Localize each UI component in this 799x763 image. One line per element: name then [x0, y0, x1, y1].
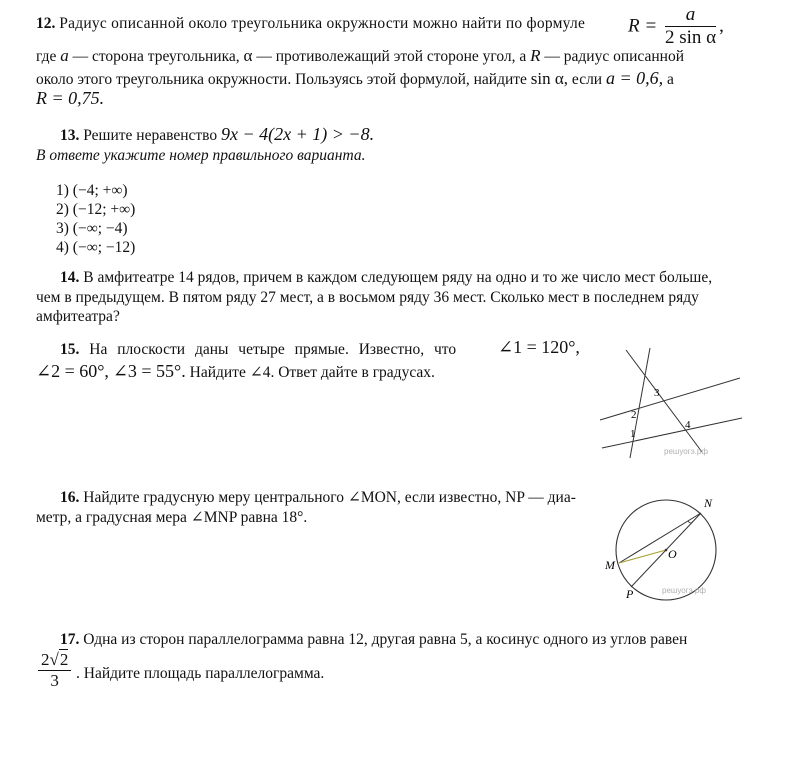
q16-chord-NM: [619, 513, 701, 563]
q12-line3-text: около этого треугольника окружности. Пользуясь этой формулой, найдите: [36, 71, 527, 88]
transversal-line-left: [630, 348, 650, 458]
q15-label-1: 1: [630, 428, 636, 440]
q12-side-text: — сторона треугольника,: [72, 48, 240, 65]
q17-cos-fraction: [38, 650, 71, 691]
q12-formula-numerator: a: [665, 4, 716, 27]
q12-radius-text: — радиус описанной: [544, 48, 685, 65]
q17-frac-denominator: 3: [50, 671, 59, 690]
q12-a-value: a = 0,6,: [605, 68, 664, 88]
q13-option: 4) (−∞; −12): [56, 239, 136, 256]
q12-angle-text: — противолежащий этой стороне угол, а: [256, 48, 527, 65]
q16-label-O: O: [668, 547, 677, 561]
q13-instruction: В ответе укажите номер правильного варианта.: [36, 147, 366, 164]
q15-question: Найдите ∠4. Ответ дайте в градусах.: [189, 364, 435, 381]
q15-text-line1: На плоскости даны четыре прямые. Известно, что: [89, 341, 457, 358]
q12-formula-fraction: [665, 4, 716, 49]
q12-and: а: [667, 71, 674, 88]
q17-frac-root: 2: [59, 650, 69, 669]
q15-line1: [60, 340, 456, 360]
q12-line2: [36, 46, 684, 67]
q13-option: 1) (−4; +∞): [56, 182, 128, 199]
q12-formula: R = $\frac{a}{\text{2 sin α}}$ ,: [628, 4, 724, 48]
q16-angle-arc: [688, 521, 693, 523]
q16-line1: [60, 488, 576, 508]
q12-where: где: [36, 48, 57, 65]
transversal-line-right: [626, 350, 702, 452]
q12-text: Радиус описанной около треугольника окружности можно найти по формуле: [59, 15, 586, 32]
q15-label-4: 4: [685, 419, 691, 431]
q12-var-a: a: [60, 46, 69, 65]
q17-number: 17.: [60, 631, 80, 648]
q14-line1: [60, 268, 712, 288]
q14-line2: чем в предыдущем. В пятом ряду 27 мест, а в восьмом ряду 36 мест. Сколько мест в последнем ряду: [36, 289, 699, 306]
q15-line2: [36, 361, 435, 383]
q13-number: 13.: [60, 127, 80, 144]
q14-line3: амфитеатра?: [36, 308, 120, 325]
q16-label-N: N: [704, 496, 713, 510]
q16-number: 16.: [60, 489, 80, 506]
q16-text-line1: Найдите градусную меру центрального ∠MON, если известно, NP — диа-: [83, 489, 576, 506]
q15-watermark: решуогэ.рф: [664, 447, 708, 456]
q17-frac-coef: 2: [41, 650, 50, 669]
q12-var-R: R: [530, 46, 541, 65]
q12-R-value: R = 0,75.: [36, 88, 105, 108]
q15-label-3: 3: [654, 387, 660, 399]
q12-sin-alpha: sin α,: [530, 69, 569, 88]
q16-label-P: P: [626, 587, 634, 601]
q15-figure: [590, 340, 750, 465]
q16-label-M: M: [605, 558, 615, 572]
q13-line1: [60, 124, 374, 146]
q17-text-line1: Одна из сторон параллелограмма равна 12, другая равна 5, а косинус одного из углов равен: [83, 631, 688, 648]
q13-text: Решите неравенство: [83, 127, 218, 144]
q15-angle2: ∠2 = 60°,: [36, 361, 109, 381]
sqrt-symbol-icon: √: [49, 650, 59, 669]
q16-radius-OM: [619, 550, 666, 563]
parallel-line-lower: [602, 418, 742, 448]
q16-figure: [596, 488, 736, 610]
q12-number: 12.: [36, 15, 56, 32]
q12-alpha: α: [243, 46, 253, 65]
q15-angle1: ∠1 = 120°,: [498, 337, 580, 357]
q12-line1: [36, 14, 585, 34]
q12-if: если: [571, 71, 603, 88]
q16-watermark: решуогэ.рф: [662, 586, 706, 595]
q16-center-point: [665, 549, 668, 552]
q13-option: 2) (−12; +∞): [56, 201, 136, 218]
q14-text-line1: В амфитеатре 14 рядов, причем в каждом следующем ряду на одно и то же число мест больше,: [83, 269, 713, 286]
q12-line3: [36, 68, 674, 90]
q14-number: 14.: [60, 269, 80, 286]
q15-angle3: ∠3 = 55°.: [112, 361, 186, 381]
q17-frac-numerator: [38, 650, 71, 671]
q17-fraction: [38, 650, 71, 691]
parallel-line-upper: [600, 378, 740, 420]
q12-formula-denominator: 2 sin α: [664, 27, 717, 48]
q15-label-2: 2: [631, 409, 637, 421]
q13-inequality: 9x − 4(2x + 1) > −8.: [221, 124, 375, 144]
q13-options: [56, 181, 135, 257]
q16-line2: метр, а градусная мера ∠MNP равна 18°.: [36, 509, 308, 526]
q13-option: 3) (−∞; −4): [56, 220, 128, 237]
q15-number: 15.: [60, 341, 80, 358]
q17-line2: . Найдите площадь параллелограмма.: [76, 665, 325, 682]
q12-formula-lhs: R =: [628, 15, 658, 37]
q17-line1: [60, 630, 687, 650]
